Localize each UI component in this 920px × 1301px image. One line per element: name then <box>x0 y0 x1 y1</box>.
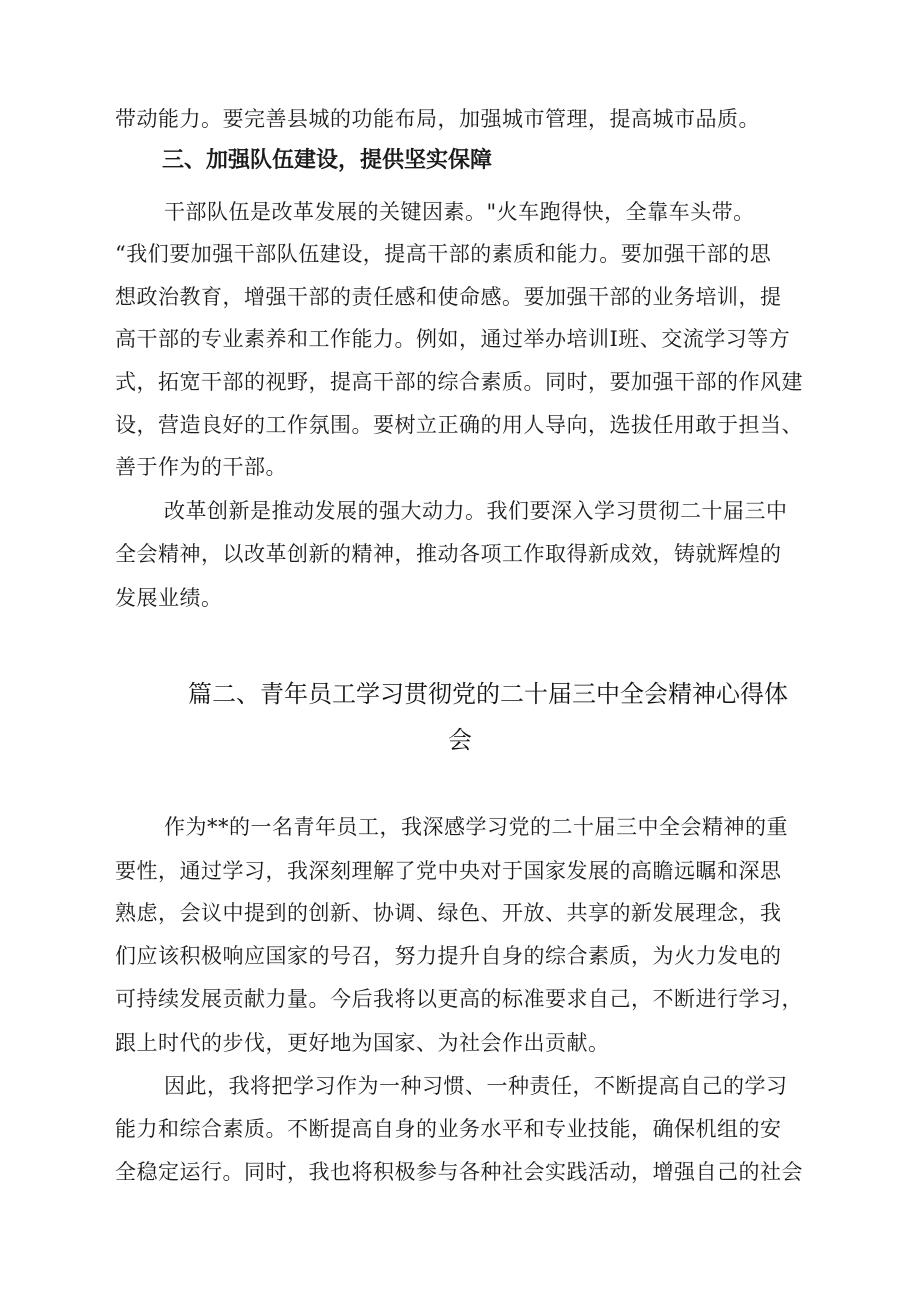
paragraph-line: 善于作为的干部。 <box>115 455 287 479</box>
paragraph-line: 全会精神，以改革创新的精神，推动各项工作取得新成效，铸就辉煌的 <box>115 542 782 566</box>
paragraph-line: 改革创新是推动发展的强大动力。我们要深入学习贯彻二十届三中 <box>164 499 788 523</box>
paragraph-line: 发展业绩。 <box>115 586 223 610</box>
paragraph-line: 可持续发展贡献力量。今后我将以更高的标准要求自己，不断进行学习， <box>115 987 803 1011</box>
article-title-continued: 会 <box>448 726 472 754</box>
paragraph-line: 想政治教育，增强干部的责任感和使命感。要加强干部的业务培训，提 <box>115 285 782 309</box>
section-heading: 三、加强队伍建设，提供坚实保障 <box>162 148 493 173</box>
paragraph-line: “我们要加强干部队伍建设，提高干部的素质和能力。要加强干部的思 <box>115 242 772 266</box>
paragraph-line: 要性，通过学习，我深刻理解了党中央对于国家发展的高瞻远瞩和深思 <box>115 859 782 883</box>
paragraph-line: 高干部的专业素养和工作能力。例如，通过举办培训Ⅰ班、交流学习等方 <box>115 327 791 351</box>
paragraph-line: 熟虑，会议中提到的创新、协调、绿色、开放、共享的新发展理念，我 <box>115 901 782 925</box>
paragraph-line: 跟上时代的步伐，更好地为国家、为社会作出贡献。 <box>115 1031 610 1055</box>
paragraph-line: 全稳定运行。同时，我也将积极参与各种社会实践活动，增强自己的社会 <box>115 1160 803 1184</box>
paragraph-line: 因此，我将把学习作为一种习惯、一种责任，不断提高自己的学习 <box>164 1074 788 1098</box>
paragraph-line: 带动能力。要完善县城的功能布局，加强城市管理，提高城市品质。 <box>115 107 760 131</box>
paragraph-line: 式，拓宽干部的视野，提高干部的综合素质。同时，要加强干部的作风建 <box>115 370 803 394</box>
paragraph-line: 设，营造良好的工作氛围。要树立正确的用人导向，选拔任用敢于担当、 <box>115 413 803 437</box>
paragraph-line: 干部队伍是改革发展的关键因素。"火车跑得快，全靠车头带。 <box>164 200 755 224</box>
paragraph-line: 作为**的一名青年员工，我深感学习党的二十届三中全会精神的重 <box>164 815 788 839</box>
article-title: 篇二、青年员工学习贯彻党的二十届三中全会精神心得体 <box>188 680 788 708</box>
paragraph-line: 们应该积极响应国家的号召，努力提升自身的综合素质，为火力发电的 <box>115 944 782 968</box>
paragraph-line: 能力和综合素质。不断提高自身的业务水平和专业技能，确保机组的安 <box>115 1117 782 1141</box>
